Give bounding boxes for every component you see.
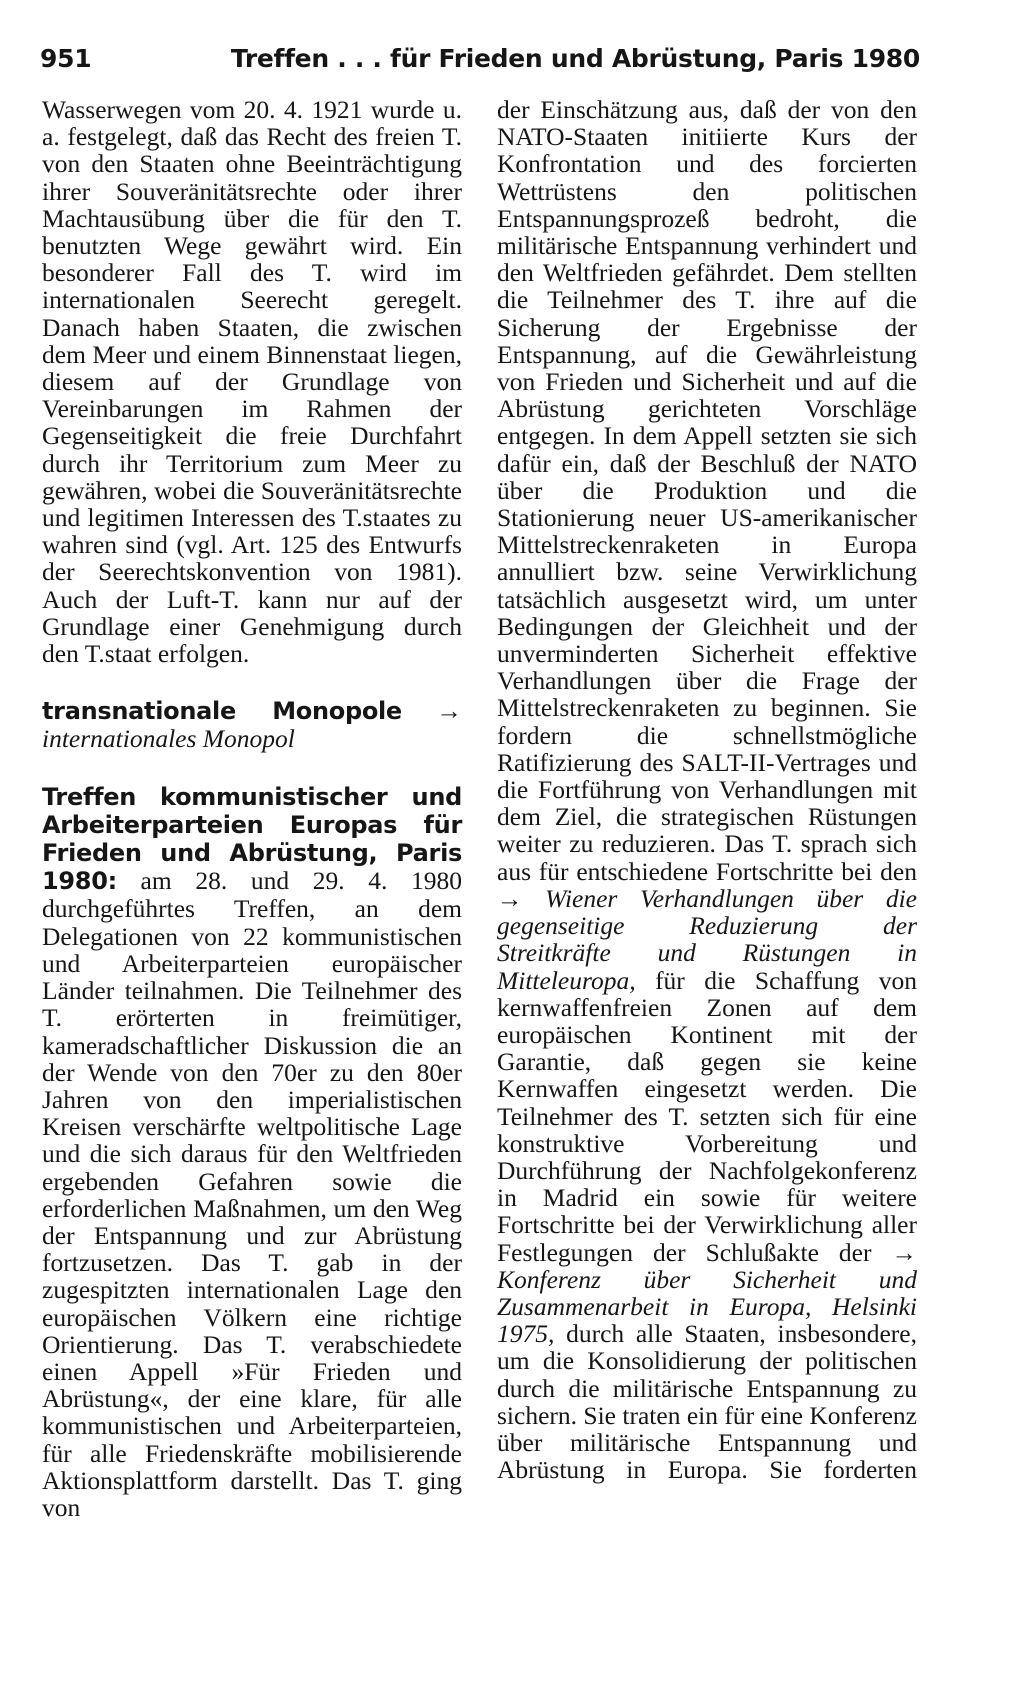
entry-continuation — [42, 96, 462, 667]
entry-treffen-paris-1980 — [42, 783, 462, 1521]
entry-continuation — [497, 96, 917, 1483]
cross-reference-link[interactable]: internationales Monopol — [42, 724, 295, 754]
paragraph-text: Wasserwegen vom 20. 4. 1921 wurde u. a. festgelegt, daß das Recht des freien T. von den Staaten ohne Beeinträchtigung ihrer Souveränitätsrechte oder ihrer Machtausübung über die für den T. benutzten Wege gewährt wird. Ein besonderer Fall des T. wird im internationalen Seerecht geregelt. Danach haben Staaten, die zwischen dem Meer und einem Binnenstaat liegen, diesem auf der Grundlage von Vereinbarungen im Rahmen der Gegenseitigkeit die freie Durchfahrt durch ihr Territorium zum Meer zu gewähren, wobei die Souveränitätsrechte und legitimen Interessen des T.staates zu wahren sind (vgl. Art. 125 des Entwurfs der Seerechtskonvention von 1981). Auch der Luft-T. kann nur auf der Grundlage einer Genehmigung durch den T.staat erfolgen. — [42, 95, 462, 669]
left-column — [42, 96, 462, 1521]
running-header — [40, 44, 920, 84]
page-number: 951 — [40, 44, 92, 73]
arrow-icon: → — [436, 696, 463, 726]
arrow-icon: → — [891, 1237, 918, 1267]
entry-text-part-1: der Einschätzung aus, daß der von den NATO-Staaten initiierte Kurs der Konfrontation und des forcierten Wettrüstens den politischen Entspannungsprozeß bedroht, die militärische Entspannung verhindert und den Weltfrieden gefährdet. Dem stellten die Teilnehmer des T. ihre auf die Sicherung der Ergebnisse der Entspannung, auf die Gewährleistung von Frieden und Sicherheit und auf die Abrüstung gerichteten Vorschläge entgegen. In dem Appell setzten sie sich dafür ein, daß der Beschluß der NATO über die Produktion und die Stationierung neuer US-amerikanischer Mittelstreckenraketen in Europa annulliert bzw. seine Verwirklichung tatsächlich ausgesetzt wird, um unter Bedingungen der Gleichheit und der unverminderten Sicherheit effektive Verhandlungen über die Frage der Mittelstreckenraketen zu beginnen. Sie fordern die schnellstmögliche Ratifizierung des SALT-II-Vertrages und die Fortführung von Verhandlungen mit dem Ziel, die strategischen Rüstungen weiter zu reduzieren. Das T. sprach sich aus für entschiedene Fortschritte bei den — [497, 95, 917, 886]
cross-reference-link[interactable]: Wiener Verhandlungen über die gegenseitige Reduzierung der Streitkräfte und Rüstungen in Mitteleuropa, — [497, 883, 917, 995]
headword: transnationale Monopole — [42, 697, 402, 726]
arrow-icon: → — [497, 883, 523, 913]
entry-text: am 28. und 29. 4. 1980 durchgeführtes Treffen, an dem Delegationen von 22 kommunistischen und Arbeiterparteien europäischer Länder teilnahmen. Die Teilnehmer des T. erörterten in freimütiger, kameradschaftlicher Diskussion die an der Wende von den 70er zu den 80er Jahren von den imperialistischen Kreisen verschärfte weltpolitische Lage und die sich daraus für den Weltfrieden ergebenden Gefahren sowie die erforderlichen Maßnahmen, um den Weg der Entspannung und zur Abrüstung fortzusetzen. Das T. gab in der zugespitzten internationalen Lage den europäischen Völkern eine richtige Orientierung. Das T. verabschiedete einen Appell »Für Frieden und Abrüstung«, der eine klare, für alle kommunistischen und Arbeiterparteien, für alle Friedenskräfte mobilisierende Aktionsplattform darstellt. Das T. ging von — [42, 866, 463, 1522]
entry-text-part-3: durch alle Staaten, insbesondere, um die Konsolidierung der politischen durch die militärische Entspannung zu sichern. Sie traten ein für eine Konferenz über militärische Entspannung und Abrüstung in Europa. Sie forderten — [497, 1319, 917, 1485]
right-column — [497, 96, 917, 1483]
entry-text-part-2: für die Schaffung von kernwaffenfreien Zonen auf dem europäischen Kontinent mit der Garantie, daß gegen sie keine Kernwaffen eingesetzt werden. Die Teilnehmer des T. setzten sich für eine konstruktive Vorbereitung und Durchführung der Nachfolgekonferenz in Madrid ein sowie für weitere Fortschritte bei der Verwirklichung aller Festlegungen der Schlußakte der — [497, 965, 917, 1267]
headword: Treffen kommunistischer und Arbeiterparteien Europas für Frieden und Abrüstung, Paris 1980: — [42, 782, 462, 896]
entry-transnationale-monopole — [42, 697, 462, 752]
running-title: Treffen . . . für Frieden und Abrüstung, Paris 1980 — [230, 44, 920, 73]
cross-reference-link[interactable]: Konferenz über Sicherheit und Zusammenarbeit in Europa, Helsinki 1975, — [497, 1264, 917, 1349]
